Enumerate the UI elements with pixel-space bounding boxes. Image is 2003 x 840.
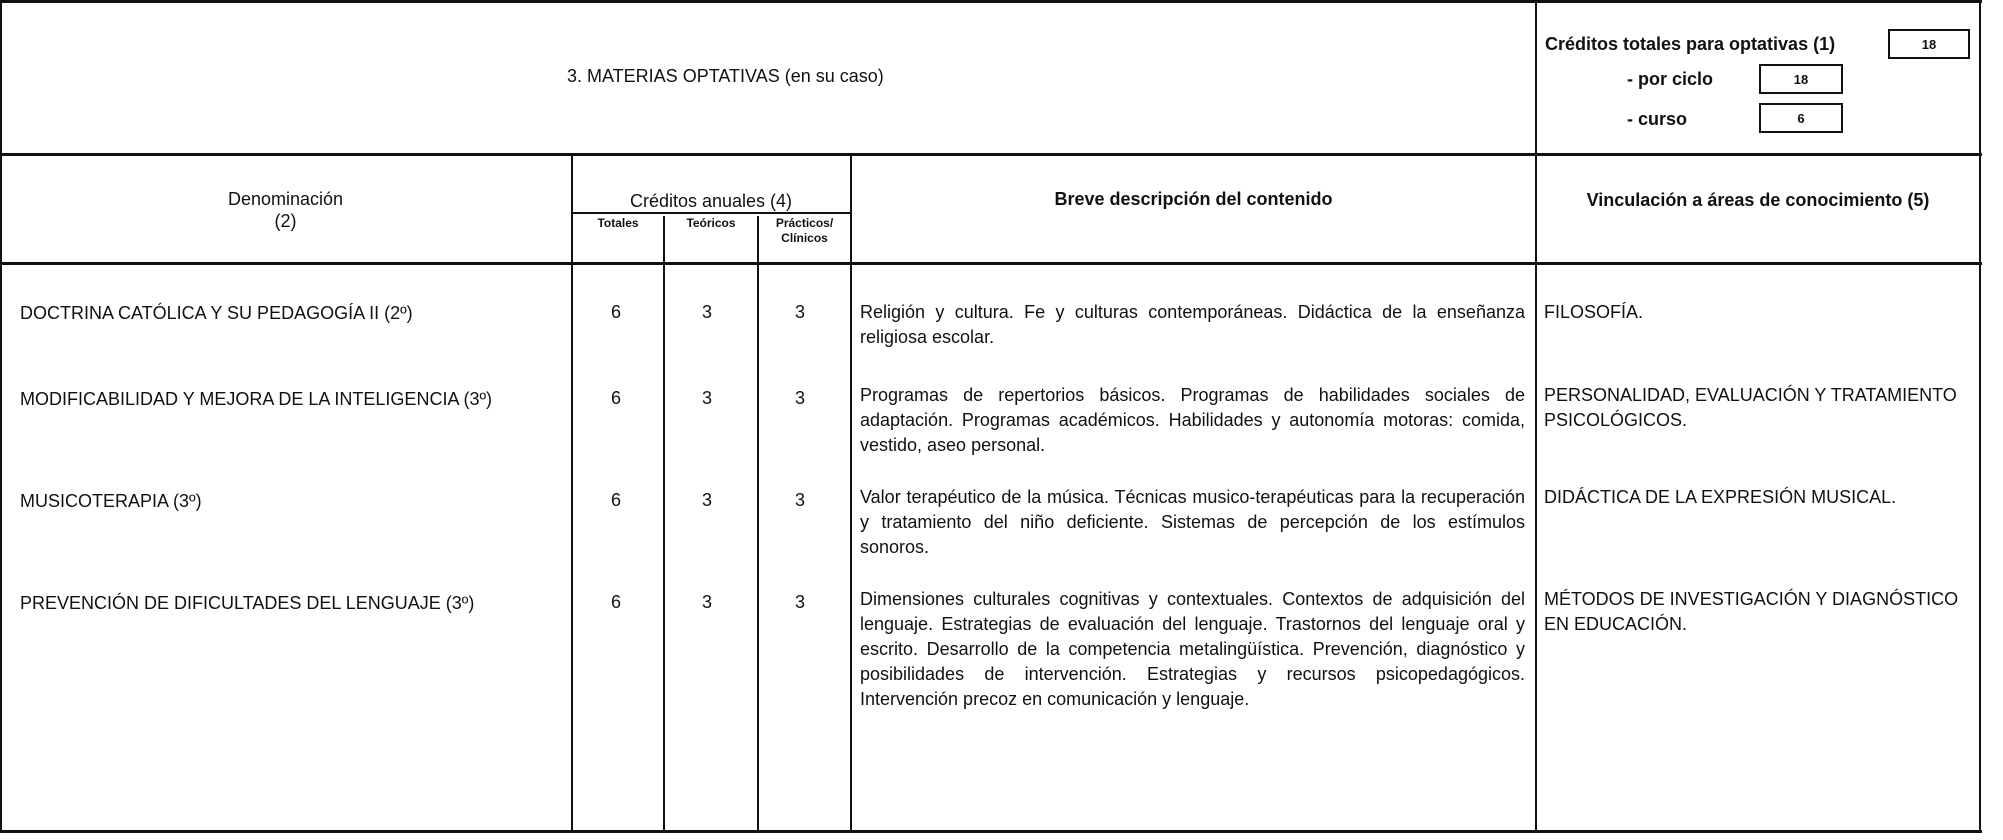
creditos-totales-value: 18	[1888, 29, 1970, 59]
bottom-border	[0, 830, 1982, 833]
curso-value: 6	[1759, 103, 1843, 133]
divider-creditos-left	[571, 155, 573, 831]
col-denominacion-label: Denominación	[227, 189, 344, 209]
creditos-subheader-line	[572, 212, 851, 214]
row-3-practicos: 3	[794, 490, 805, 510]
right-border	[1979, 0, 1981, 833]
col-practicos	[759, 216, 850, 246]
row-4-descripcion: Dimensiones culturales cognitivas y contextuales. Contextos de adquisición del lenguaje. Estrategias de evaluación del lenguaje. Trastornos del lenguaje oral y escrito. Desarrollo de la competencia metalingüística. Prevención, diagnóstico y posibilidades de intervención. Estrategias y recursos psicopedagógicos. Intervención precoz en comunicación y lenguaje.	[860, 589, 1525, 709]
row-1-descripcion: Religión y cultura. Fe y culturas contemporáneas. Didáctica de la enseñanza religiosa escolar.	[860, 302, 1525, 347]
divider-teoricos	[757, 216, 759, 831]
row-4-teoricos: 3	[701, 592, 712, 612]
row-1-teoricos: 3	[701, 302, 712, 322]
header-separator	[0, 153, 1982, 156]
row-2-denominacion: MODIFICABILIDAD Y MEJORA DE LA INTELIGENCIA (3º)	[20, 389, 493, 409]
column-header-separator	[0, 262, 1982, 265]
row-3-descripcion: Valor terapéutico de la música. Técnicas musico-terapéuticas para la recuperación y tratamiento del niño deficiente. Sistemas de percepción de los estímulos sonoros.	[860, 487, 1525, 557]
row-2-totales: 6	[610, 388, 621, 408]
row-2-area: PERSONALIDAD, EVALUACIÓN Y TRATAMIENTO PSICOLÓGICOS.	[1544, 385, 1957, 430]
row-1-denominacion: DOCTRINA CATÓLICA Y SU PEDAGOGÍA II (2º)	[20, 303, 413, 323]
col-totales: Totales	[597, 216, 639, 230]
row-3-area: DIDÁCTICA DE LA EXPRESIÓN MUSICAL.	[1544, 487, 1897, 507]
top-border	[0, 0, 1982, 3]
left-border	[0, 0, 2, 833]
row-3-denominacion: MUSICOTERAPIA (3º)	[20, 491, 202, 511]
divider-creditos-right	[850, 155, 852, 831]
col-denominacion-ref: (2)	[274, 211, 297, 231]
col-vinculacion: Vinculación a áreas de conocimiento (5)	[1586, 190, 1930, 210]
row-3-totales: 6	[610, 490, 621, 510]
row-1-totales: 6	[610, 302, 621, 322]
por-ciclo-label: - por ciclo	[1627, 69, 1714, 89]
row-2-teoricos: 3	[701, 388, 712, 408]
curso-label: - curso	[1627, 109, 1688, 129]
row-1-area: FILOSOFÍA.	[1544, 302, 1644, 322]
row-2-practicos: 3	[794, 388, 805, 408]
col-denominacion	[0, 188, 571, 232]
row-2-descripcion: Programas de repertorios básicos. Programas de habilidades sociales de adaptación. Programas académicos. Habilidades y autonomía motoras: comida, vestido, aseo personal.	[860, 385, 1525, 455]
col-practicos-line1: Prácticos/	[775, 216, 834, 230]
col-creditos: Créditos anuales (4)	[629, 191, 793, 211]
creditos-totales-label: Créditos totales para optativas (1)	[1545, 34, 1836, 54]
section-title: 3. MATERIAS OPTATIVAS (en su caso)	[567, 66, 884, 86]
row-4-totales: 6	[610, 592, 621, 612]
row-1-practicos: 3	[794, 302, 805, 322]
row-4-denominacion: PREVENCIÓN DE DIFICULTADES DEL LENGUAJE (3º)	[20, 593, 475, 613]
col-teoricos: Teóricos	[686, 216, 736, 230]
row-3-teoricos: 3	[701, 490, 712, 510]
divider-totales	[663, 216, 665, 831]
row-4-area: MÉTODOS DE INVESTIGACIÓN Y DIAGNÓSTICO EN EDUCACIÓN.	[1544, 589, 1959, 634]
col-practicos-line2: Clínicos	[781, 231, 828, 245]
divider-vinculacion	[1535, 0, 1537, 831]
row-4-practicos: 3	[794, 592, 805, 612]
col-descripcion: Breve descripción del contenido	[1054, 189, 1333, 209]
por-ciclo-value: 18	[1759, 64, 1843, 94]
